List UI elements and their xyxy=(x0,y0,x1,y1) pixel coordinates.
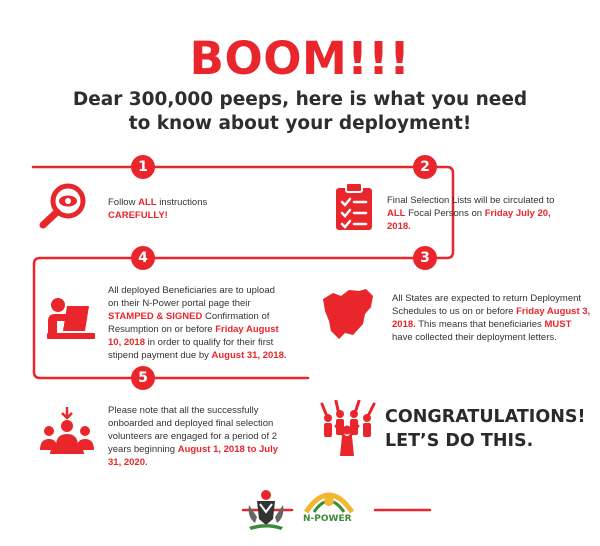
step-4-badge: 4 xyxy=(131,246,155,270)
step-2-badge: 2 xyxy=(413,155,437,179)
body-text: This means that beneficiaries xyxy=(415,319,545,330)
highlight-text: Friday August 3, 2018. xyxy=(392,306,591,330)
body-text: in order to qualify for their first stipend payment due by xyxy=(108,337,274,361)
body-text: instructions xyxy=(156,197,208,208)
subtitle: Dear 300,000 peeps, here is what you need to know about your deployment! xyxy=(72,89,528,134)
group-people-icon xyxy=(40,406,94,456)
highlight-text: August 1, 2018 to July 31, 2020. xyxy=(108,444,279,468)
step-2-text xyxy=(387,194,567,233)
congratulations-message xyxy=(385,405,585,453)
highlight-text: ALL xyxy=(138,197,157,208)
person-laptop-icon xyxy=(45,297,97,343)
step-4-text xyxy=(108,284,288,362)
headline: BOOM!!! xyxy=(189,32,411,85)
highlight-text: Friday August 10, 2018 xyxy=(108,324,279,348)
npower-logo-text: N-POWER xyxy=(303,514,352,524)
step-1-text xyxy=(108,196,228,222)
highlight-text: CAREFULLY! xyxy=(108,210,168,221)
highlight-text: ALL xyxy=(387,208,406,219)
body-text: Final Selection Lists will be circulated to xyxy=(387,195,555,206)
congrats-line-2: LET’S DO THIS. xyxy=(385,431,534,451)
highlight-text: Friday July 20, 2018. xyxy=(387,208,551,232)
body-text: Focal Persons on xyxy=(405,208,485,219)
body-text: Follow xyxy=(108,197,139,208)
body-text: have collected their deployment letters. xyxy=(392,332,557,343)
body-text: All deployed Beneficiaries are to upload on their N-Power portal page their xyxy=(108,285,275,309)
step-5-badge: 5 xyxy=(131,366,155,390)
highlight-text: MUST xyxy=(544,319,572,330)
nigeria-map-icon xyxy=(319,287,377,341)
congrats-line-1: CONGRATULATIONS! xyxy=(385,407,586,427)
highlight-text: STAMPED & SIGNED xyxy=(108,311,203,322)
celebrating-crowd-icon xyxy=(318,400,378,458)
highlight-text: August 31, 2018. xyxy=(211,350,287,361)
step-5-text xyxy=(108,404,288,469)
coat-of-arms-icon xyxy=(245,487,287,531)
step-3-badge: 3 xyxy=(413,246,437,270)
body-text: Confirmation of Resumption on or before xyxy=(108,311,270,335)
body-text: Please note that all the successfully onboarded and deployed final selection volunteers are engaged for a period of 2 years beginning xyxy=(108,405,278,455)
body-text: All States are expected to return Deployment Schedules to us on or before xyxy=(392,293,582,317)
magnifier-eye-icon xyxy=(38,183,90,229)
step-1-badge: 1 xyxy=(131,155,155,179)
npower-logo-icon xyxy=(296,484,362,514)
step-3-text xyxy=(392,292,592,344)
clipboard-checklist-icon xyxy=(334,182,374,232)
